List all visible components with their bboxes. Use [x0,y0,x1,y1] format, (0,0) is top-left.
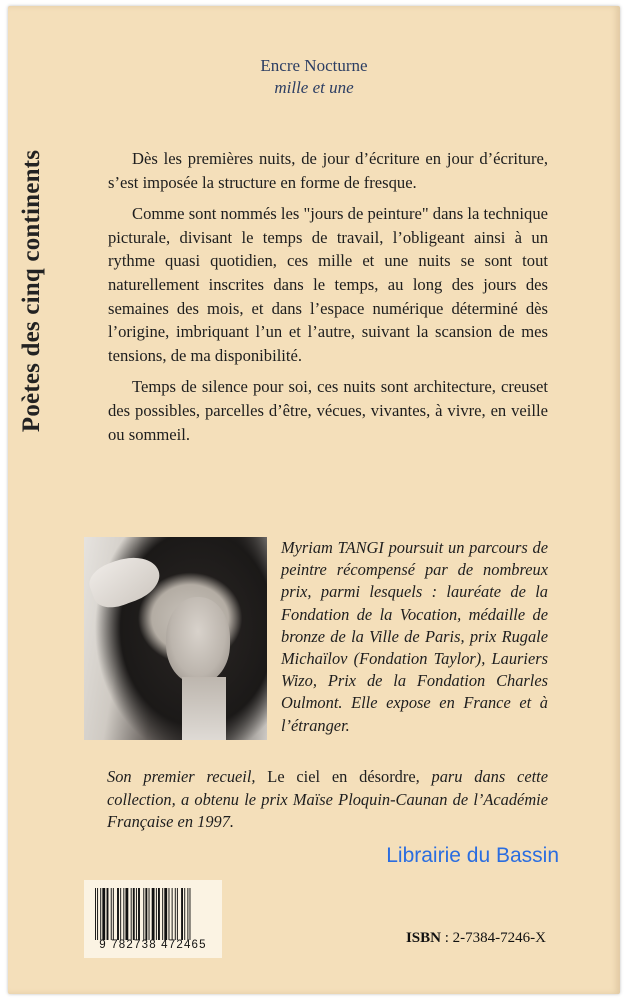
isbn-label: ISBN [405,930,441,946]
blurb-paragraph: Temps de silence pour soi, ces nuits sont architecture, creuset des possibles, parcelles d’être, vécues, vivantes, à vivre, en veille ou sommeil. [108,377,548,444]
photo-face-shape [166,597,230,683]
first-collection-rest: , paru dans cette collection, a obtenu le prix Maïse Ploquin-Caunan de l’Académie Française en 1997. [107,767,548,832]
blurb-paragraph: Comme sont nommés les "jours de peinture" dans la technique picturale, divisant le temps de travail, l’obligeant ainsi à un rythme quasi quotidien, ces mille et une nuits se sont tout naturellement inscrites dans le temps, au long des jours des semaines des mois, et dans l’espace numérique déterminé dès l’origine, imbriquant l’un et l’autre, suivant la scansion de mes tensions, de ma disponibilité. [108,204,548,365]
photo-hand-shape [85,548,166,613]
first-collection-intro: Son premier recueil, [107,767,256,786]
series-title: Encre Nocturne [260,56,368,75]
author-photo [84,537,267,740]
bookseller-watermark: Librairie du Bassin [386,844,559,867]
barcode-digits: 9 782738 472465 [99,939,207,951]
cover-header [0,56,628,98]
first-collection-title: Le ciel en désordre [255,767,416,786]
isbn-value: : 2-7384-7246-X [441,930,546,946]
author-biography: Myriam TANGI poursuit un parcours de peintre récompensé par de nombreux prix, parmi lesquels : lauréate de la Fondation de la Vocation, médaille de bronze de la Ville de Paris, prix Rugale Michaïlov (Fondation Taylor), Lauriers Wizo, Prix de la Fondation Charles Oulmont. Elle expose en France et à l’étranger. [281,538,548,735]
collection-name-vertical: Poètes des cinq continents [18,149,45,433]
back-cover-blurb [108,147,548,454]
book-subtitle: mille et une [274,78,354,97]
blurb-paragraph: Dès les premières nuits, de jour d’écriture en jour d’écriture, s’est imposée la structure en forme de fresque. [108,149,548,192]
isbn-line [0,930,546,947]
photo-neck-shape [182,677,226,740]
book-back-cover [8,6,620,994]
first-collection-note [107,766,548,834]
